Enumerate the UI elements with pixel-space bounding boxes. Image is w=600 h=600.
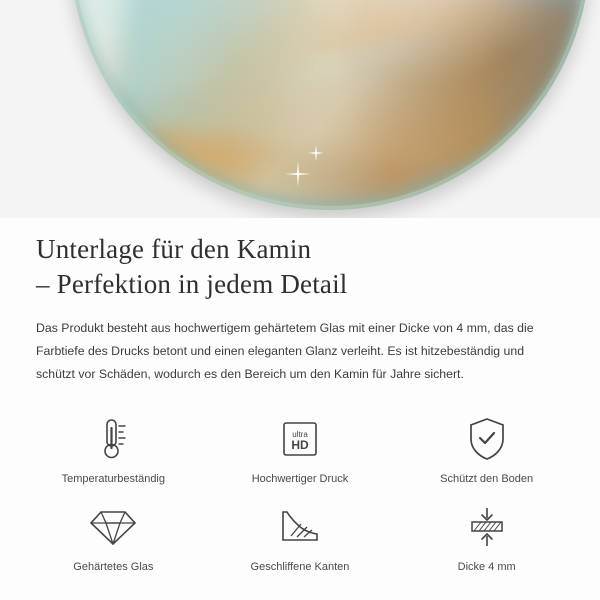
svg-text:HD: HD <box>291 438 309 453</box>
feature-item-print-quality <box>207 413 394 486</box>
feature-item-thickness <box>393 501 580 574</box>
hero-image <box>0 0 600 218</box>
feature-label: Hochwertiger Druck <box>251 473 349 486</box>
thickness-arrows-icon <box>461 501 513 553</box>
feature-label: Dicke 4 mm <box>457 560 516 573</box>
page-title-line-2: – Perfektion in jedem Detail <box>36 268 348 299</box>
feature-label: Geschliffene Kanten <box>250 560 350 573</box>
feature-item-tempered-glass <box>20 501 207 574</box>
feature-item-floor-protection <box>393 413 580 486</box>
feature-grid <box>0 407 600 574</box>
feature-label: Schützt den Boden <box>440 473 534 486</box>
page-title-line-1: Unterlage für den Kamin <box>36 234 312 264</box>
shield-check-icon <box>461 413 513 465</box>
feature-item-temperature <box>20 413 207 486</box>
ultra-hd-icon <box>274 413 326 465</box>
product-description: Das Produkt besteht aus hochwertigem gehärtetem Glas mit einer Dicke von 4 mm, das die Farbtiefe des Drucks betont und einen eleganten Glanz verleiht. Es ist hitzebeständig und schützt vor Schäden, wodurch es den Bereich um den Kamin für Jahre sichert. <box>36 321 534 381</box>
feature-item-polished-edges <box>207 501 394 574</box>
feature-label: Gehärtetes Glas <box>73 560 154 573</box>
thermometer-icon <box>87 413 139 465</box>
page-title <box>36 232 564 301</box>
feature-label: Temperaturbeständig <box>61 473 165 486</box>
polished-edges-icon <box>274 501 326 553</box>
svg-text:ultra: ultra <box>292 430 308 440</box>
diamond-icon <box>87 501 139 553</box>
glass-disc-graphic <box>70 0 590 210</box>
content-block <box>0 218 600 385</box>
